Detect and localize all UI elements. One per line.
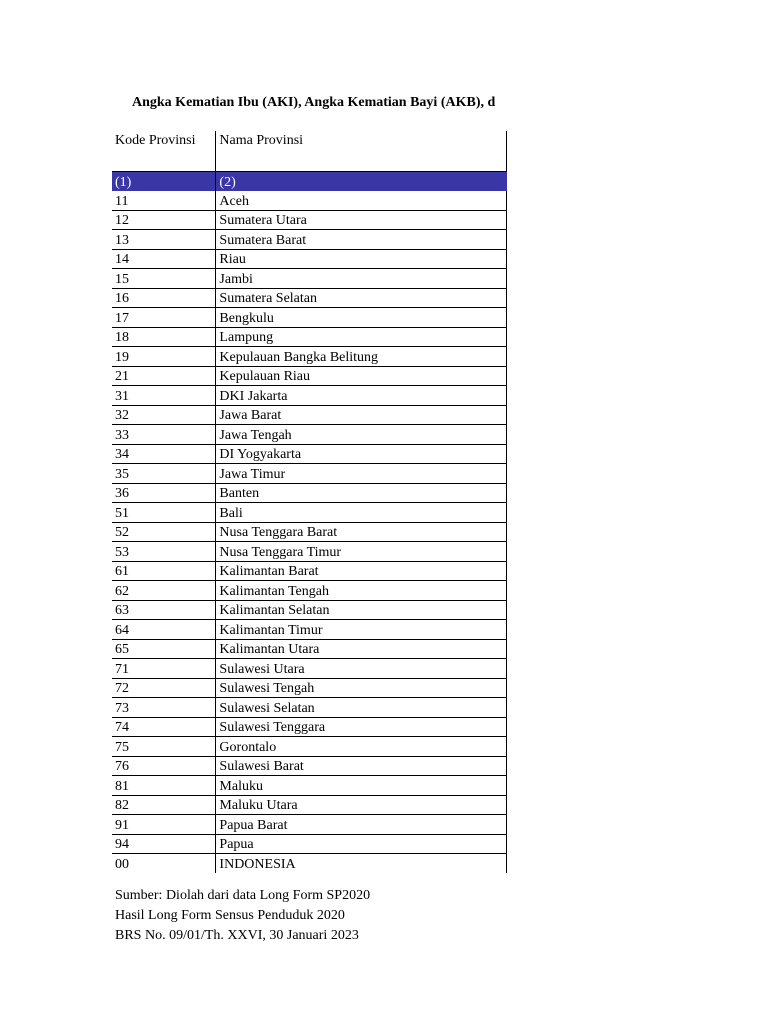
province-code-cell: 15: [112, 269, 216, 289]
province-code-cell: 94: [112, 834, 216, 854]
document-title: Angka Kematian Ibu (AKI), Angka Kematian Bayi (AKB), d: [132, 95, 496, 110]
province-code-cell: 71: [112, 659, 216, 679]
table-row: [112, 581, 507, 601]
province-name-cell: Kalimantan Tengah: [216, 581, 507, 601]
table-row: [112, 522, 507, 542]
table-row: [112, 230, 507, 250]
province-code-cell: 53: [112, 542, 216, 562]
province-code-cell: 31: [112, 386, 216, 406]
table-row: [112, 405, 507, 425]
province-name-cell: Bengkulu: [216, 308, 507, 328]
table-row: [112, 620, 507, 640]
table-row: [112, 659, 507, 679]
province-name-cell: INDONESIA: [216, 854, 507, 873]
table-row: [112, 425, 507, 445]
province-code-cell: 64: [112, 620, 216, 640]
table-row: [112, 600, 507, 620]
province-code-cell: 81: [112, 776, 216, 796]
province-code-cell: 82: [112, 795, 216, 815]
province-name-cell: Jawa Tengah: [216, 425, 507, 445]
table-row: [112, 288, 507, 308]
province-code-cell: 19: [112, 347, 216, 367]
brs-note: BRS No. 09/01/Th. XXVI, 30 Januari 2023: [115, 928, 359, 943]
table-row: [112, 347, 507, 367]
column-number-row: [112, 172, 507, 192]
table-row: [112, 444, 507, 464]
province-code-cell: 13: [112, 230, 216, 250]
header-kode-provinsi: Kode Provinsi: [112, 131, 216, 172]
province-code-cell: 32: [112, 405, 216, 425]
province-code-cell: 34: [112, 444, 216, 464]
province-code-cell: 63: [112, 600, 216, 620]
province-code-cell: 73: [112, 698, 216, 718]
province-code-cell: 14: [112, 249, 216, 269]
header-nama-provinsi: Nama Provinsi: [216, 131, 507, 172]
province-name-cell: Sulawesi Selatan: [216, 698, 507, 718]
province-name-cell: Maluku: [216, 776, 507, 796]
table-row: [112, 639, 507, 659]
province-name-cell: Papua Barat: [216, 815, 507, 835]
province-table-container: [112, 131, 507, 873]
province-name-cell: Sumatera Utara: [216, 210, 507, 230]
province-name-cell: Lampung: [216, 327, 507, 347]
province-name-cell: Kalimantan Barat: [216, 561, 507, 581]
table-row: [112, 795, 507, 815]
province-name-cell: Maluku Utara: [216, 795, 507, 815]
province-name-cell: Sulawesi Utara: [216, 659, 507, 679]
table-row: [112, 815, 507, 835]
table-header-row: [112, 131, 507, 172]
province-name-cell: Sumatera Barat: [216, 230, 507, 250]
province-code-cell: 62: [112, 581, 216, 601]
province-code-cell: 33: [112, 425, 216, 445]
census-note: Hasil Long Form Sensus Penduduk 2020: [115, 908, 345, 923]
province-name-cell: Gorontalo: [216, 737, 507, 757]
table-row: [112, 717, 507, 737]
province-code-cell: 76: [112, 756, 216, 776]
province-name-cell: Sulawesi Tenggara: [216, 717, 507, 737]
source-note: Sumber: Diolah dari data Long Form SP2020: [115, 888, 371, 903]
table-row: [112, 210, 507, 230]
province-code-cell: 65: [112, 639, 216, 659]
province-code-cell: 35: [112, 464, 216, 484]
province-name-cell: Kepulauan Riau: [216, 366, 507, 386]
table-row: [112, 678, 507, 698]
province-name-cell: Bali: [216, 503, 507, 523]
province-name-cell: Riau: [216, 249, 507, 269]
column-number-1: (1): [112, 172, 216, 192]
table-row: [112, 561, 507, 581]
table-row: [112, 854, 507, 873]
province-name-cell: DI Yogyakarta: [216, 444, 507, 464]
province-code-cell: 18: [112, 327, 216, 347]
province-code-cell: 12: [112, 210, 216, 230]
province-name-cell: Kalimantan Timur: [216, 620, 507, 640]
table-row: [112, 737, 507, 757]
province-name-cell: DKI Jakarta: [216, 386, 507, 406]
province-name-cell: Sumatera Selatan: [216, 288, 507, 308]
province-code-cell: 74: [112, 717, 216, 737]
province-name-cell: Jambi: [216, 269, 507, 289]
table-row: [112, 327, 507, 347]
table-row: [112, 503, 507, 523]
province-name-cell: Nusa Tenggara Barat: [216, 522, 507, 542]
table-row: [112, 483, 507, 503]
province-code-cell: 61: [112, 561, 216, 581]
table-row: [112, 776, 507, 796]
province-code-cell: 36: [112, 483, 216, 503]
province-name-cell: Kalimantan Utara: [216, 639, 507, 659]
province-code-cell: 52: [112, 522, 216, 542]
table-row: [112, 386, 507, 406]
table-row: [112, 191, 507, 210]
table-body: [112, 191, 507, 873]
table-row: [112, 698, 507, 718]
province-code-cell: 75: [112, 737, 216, 757]
table-row: [112, 542, 507, 562]
table-row: [112, 756, 507, 776]
province-code-cell: 16: [112, 288, 216, 308]
table-row: [112, 308, 507, 328]
province-name-cell: Papua: [216, 834, 507, 854]
column-number-2: (2): [216, 172, 507, 192]
province-name-cell: Jawa Barat: [216, 405, 507, 425]
province-name-cell: Banten: [216, 483, 507, 503]
province-code-cell: 72: [112, 678, 216, 698]
province-table: [112, 131, 507, 873]
table-row: [112, 464, 507, 484]
province-code-cell: 11: [112, 191, 216, 210]
province-name-cell: Jawa Timur: [216, 464, 507, 484]
source-notes: [115, 886, 370, 946]
table-row: [112, 834, 507, 854]
province-code-cell: 17: [112, 308, 216, 328]
table-row: [112, 366, 507, 386]
province-code-cell: 21: [112, 366, 216, 386]
province-code-cell: 51: [112, 503, 216, 523]
province-code-cell: 00: [112, 854, 216, 873]
province-name-cell: Aceh: [216, 191, 507, 210]
province-name-cell: Nusa Tenggara Timur: [216, 542, 507, 562]
table-row: [112, 269, 507, 289]
province-code-cell: 91: [112, 815, 216, 835]
province-name-cell: Kepulauan Bangka Belitung: [216, 347, 507, 367]
province-name-cell: Sulawesi Tengah: [216, 678, 507, 698]
province-name-cell: Kalimantan Selatan: [216, 600, 507, 620]
table-row: [112, 249, 507, 269]
province-name-cell: Sulawesi Barat: [216, 756, 507, 776]
